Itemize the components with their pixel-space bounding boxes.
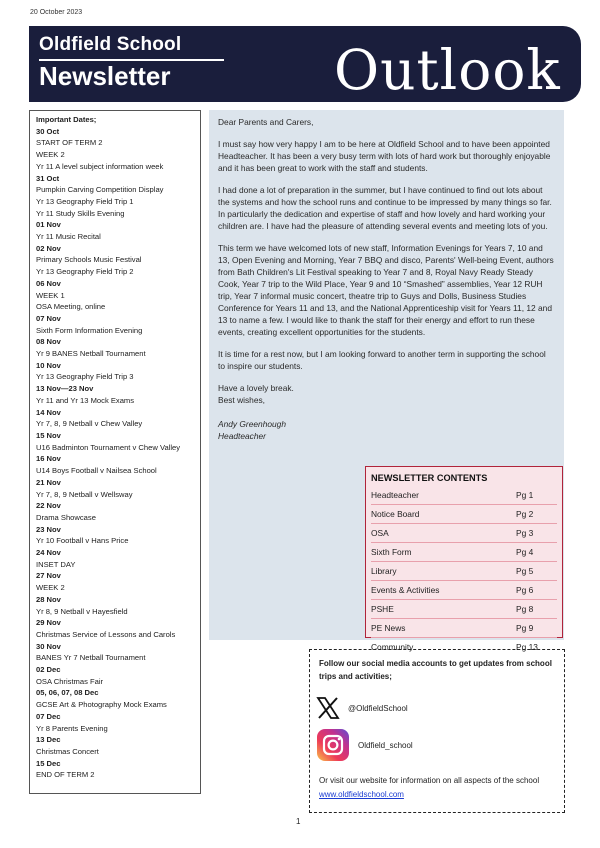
letter-closing: Have a lovely break. [218, 383, 294, 393]
newsletter-contents [365, 466, 563, 652]
date-heading: 13 Nov—23 Nov [36, 384, 94, 394]
x-handle[interactable]: @OldfieldSchool [348, 703, 408, 713]
contents-page: Pg 9 [516, 623, 534, 633]
letter-greeting: Dear Parents and Carers, [218, 117, 314, 127]
letter-paragraph: I had done a lot of preparation in the summer, but I have continued to find out lots about the systems and how the school runs and continue to be impressed by many things so far. In particularly the dedication and expertise of staff and how lovely and hard working your children are. I have had the pleasure of attending several events and meeting lots of you. [218, 185, 552, 231]
date-heading: 31 Oct [36, 173, 60, 183]
important-dates-panel [29, 110, 201, 794]
contents-label: PSHE [371, 604, 394, 614]
contents-label: Headteacher [371, 490, 419, 500]
contents-row[interactable] [371, 543, 557, 562]
contents-page: Pg 5 [516, 566, 534, 576]
contents-page: Pg 1 [516, 490, 534, 500]
date-event: Yr 11 and Yr 13 Mock Exams [36, 395, 135, 405]
contents-title: NEWSLETTER CONTENTS [371, 473, 488, 483]
date-heading: 05, 06, 07, 08 Dec [36, 688, 99, 698]
social-media-box [309, 649, 565, 813]
date-event: START OF TERM 2 [36, 138, 103, 148]
date-event: Yr 7, 8, 9 Netball v Chew Valley [36, 419, 143, 429]
date-event: WEEK 1 [36, 290, 65, 300]
date-heading: 24 Nov [36, 548, 61, 558]
contents-label: Sixth Form [371, 547, 412, 557]
website-text: Or visit our website for information on all aspects of the school [319, 776, 540, 785]
contents-page: Pg 2 [516, 509, 534, 519]
date-event: Yr 11 Music Recital [36, 232, 101, 242]
contents-page: Pg 4 [516, 547, 534, 557]
masthead-title: Outlook [334, 38, 561, 102]
date-event: Yr 8 Parents Evening [36, 723, 108, 733]
date-heading: 22 Nov [36, 501, 61, 511]
date-event: Yr 11 Study Skills Evening [36, 208, 125, 218]
date-event: WEEK 2 [36, 583, 65, 593]
school-name: Oldfield School [39, 34, 182, 55]
date-heading: 02 Dec [36, 665, 61, 675]
instagram-row[interactable] [316, 728, 413, 762]
date-heading: 02 Nov [36, 243, 61, 253]
letter-closing: Best wishes, [218, 395, 266, 405]
date-event: Yr 9 BANES Netball Tournament [36, 349, 146, 359]
date-heading: 01 Nov [36, 220, 61, 230]
date-heading: 14 Nov [36, 407, 61, 417]
date-event: Yr 13 Geography Field Trip 2 [36, 267, 134, 277]
date-heading: 15 Nov [36, 430, 61, 440]
date-heading: 23 Nov [36, 524, 61, 534]
date-event: GCSE Art & Photography Mock Exams [36, 700, 167, 710]
date-heading: 07 Nov [36, 313, 61, 323]
date-heading: 10 Nov [36, 360, 61, 370]
date-heading: 30 Nov [36, 641, 61, 651]
contents-row[interactable] [371, 524, 557, 543]
date-heading: 07 Dec [36, 711, 61, 721]
contents-row[interactable] [371, 619, 557, 638]
contents-page: Pg 3 [516, 528, 534, 538]
date-heading: 15 Dec [36, 758, 61, 768]
date-event: Sixth Form Information Evening [36, 325, 143, 335]
contents-label: Events & Activities [371, 585, 440, 595]
contents-row[interactable] [371, 600, 557, 619]
contents-page: Pg 6 [516, 585, 534, 595]
date-heading: 08 Nov [36, 337, 61, 347]
date-event: Drama Showcase [36, 512, 96, 522]
date-event: Yr 11 A level subject information week [36, 161, 164, 171]
date-event: Primary Schools Music Festival [36, 255, 142, 265]
date-event: INSET DAY [36, 559, 76, 569]
signature-role: Headteacher [218, 431, 266, 441]
page-number: 1 [296, 817, 301, 826]
masthead-banner [29, 26, 581, 102]
contents-row[interactable] [371, 486, 557, 505]
signature-name: Andy Greenhough [218, 419, 286, 429]
date-heading: 06 Nov [36, 278, 61, 288]
date-event: U16 Badminton Tournament v Chew Valley [36, 442, 181, 452]
social-lead: Follow our social media accounts to get updates from school trips and activities; [319, 659, 552, 681]
contents-label: Notice Board [371, 509, 420, 519]
date-event: U14 Boys Football v Nailsea School [36, 466, 157, 476]
date-event: Yr 10 Football v Hans Price [36, 536, 129, 546]
contents-label: OSA [371, 528, 389, 538]
contents-label: Library [371, 566, 397, 576]
contents-page: Pg 8 [516, 604, 534, 614]
date-event: OSA Christmas Fair [36, 676, 104, 686]
letter-paragraph: It is time for a rest now, but I am looking forward to another term in supporting the school to inspire our students. [218, 349, 546, 371]
contents-row[interactable] [371, 562, 557, 581]
issue-date: 20 October 2023 [30, 9, 83, 16]
newsletter-label: Newsletter [39, 61, 171, 91]
date-event: Yr 7, 8, 9 Netball v Wellsway [36, 489, 133, 499]
x-logo-icon [316, 697, 340, 719]
date-event: Yr 13 Geography Field Trip 3 [36, 372, 134, 382]
date-heading: 28 Nov [36, 594, 61, 604]
contents-label: PE News [371, 623, 406, 633]
date-event: WEEK 2 [36, 150, 65, 160]
instagram-icon [316, 728, 350, 762]
date-event: END OF TERM 2 [36, 770, 95, 780]
date-heading: 29 Nov [36, 618, 61, 628]
website-note [319, 774, 555, 802]
website-link[interactable]: www.oldfieldschool.com [319, 790, 404, 799]
date-heading: 30 Oct [36, 126, 60, 136]
date-event: Yr 8, 9 Netball v Hayesfield [36, 606, 128, 616]
date-heading: 27 Nov [36, 571, 61, 581]
date-event: Pumpkin Carving Competition Display [36, 185, 164, 195]
important-dates-heading: Important Dates; [36, 115, 97, 124]
contents-page: Pg 13 [516, 642, 538, 652]
date-event: Christmas Service of Lessons and Carols [36, 629, 176, 639]
date-heading: 16 Nov [36, 454, 61, 464]
date-event: BANES Yr 7 Netball Tournament [36, 653, 146, 663]
date-event: OSA Meeting, online [36, 302, 106, 312]
contents-row[interactable] [371, 581, 557, 600]
instagram-handle[interactable]: Oldfield_school [358, 740, 413, 750]
x-row[interactable] [316, 697, 408, 719]
date-event: Yr 13 Geography Field Trip 1 [36, 196, 134, 206]
contents-label: Community [371, 642, 414, 652]
date-event: Christmas Concert [36, 746, 99, 756]
date-heading: 13 Dec [36, 735, 61, 745]
letter-paragraph: I must say how very happy I am to be here at Oldfield School and to have been appointed Headteacher. It has been a very busy term with lots of hard work but thoroughly enjoyable and it has been great to work with the staff and students. [218, 139, 551, 173]
letter-paragraph: This term we have welcomed lots of new staff, Information Evenings for Years 7, 10 and 13, Open Evening and Morning, Year 7 BBQ and disco, Parents' Well-being Event, authors from Bath Children's Lit Festival speaking to Year 7 and 8, Royal Navy Ready Steady Cook, Year 7 trip to the Wild Place, Year 9 and 10 “Smashed” assemblies, Year 12 RUH trip, Year 7 informal music concert, theatre trip to Guys and Dolls, Business Studies Conference for Years 11 and 13, and the National Apprenticeship visit for Years 11, 12 and 13 to name a few. I would like to thank the staff for their energy and effort to run these events, creating excellent opportunities for the students. [218, 243, 554, 337]
date-heading: 21 Nov [36, 477, 61, 487]
contents-row[interactable] [371, 505, 557, 524]
